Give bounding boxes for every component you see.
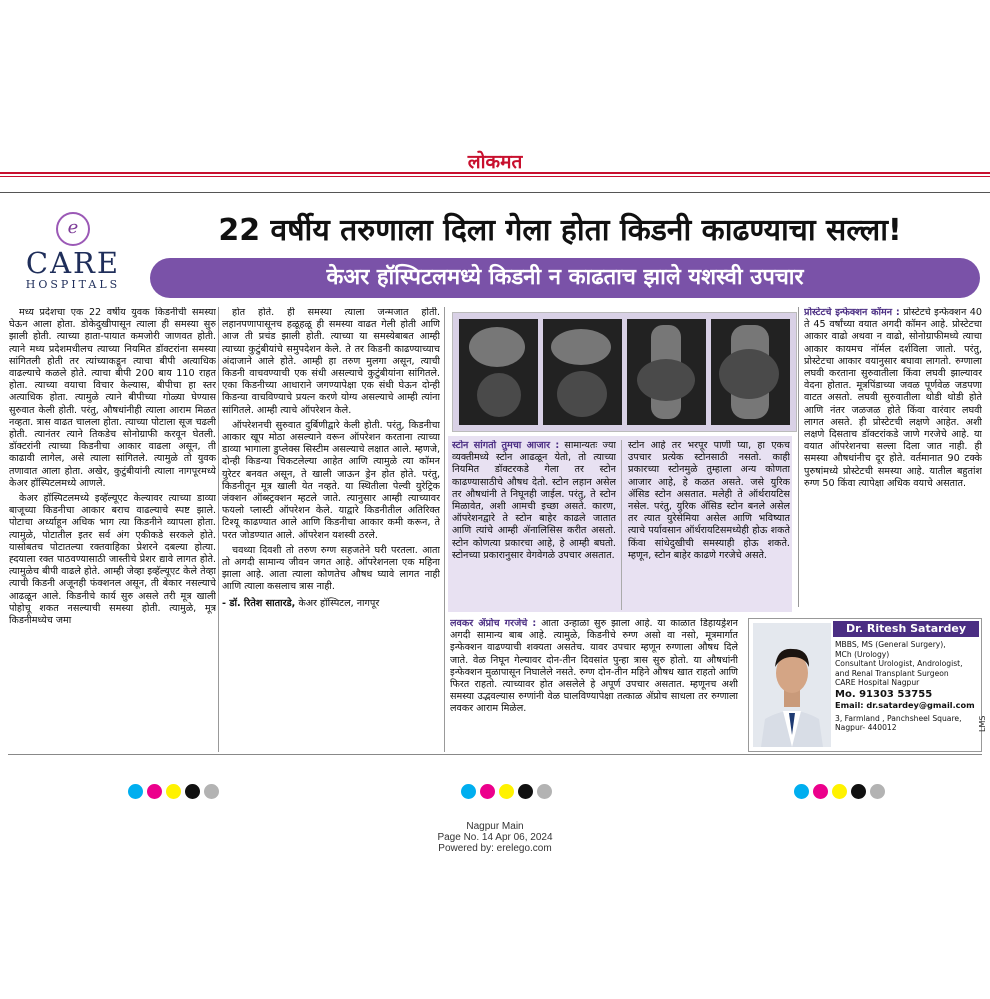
prostate-kicker: प्रोस्टेटचे इन्फेक्शन कॉमन :	[804, 307, 900, 318]
masthead-rule-bottom	[0, 192, 990, 193]
article-column-1	[9, 307, 216, 749]
care-hospitals-logo	[18, 212, 128, 302]
doctor-designation: Consultant Urologist, Andrologist,	[835, 659, 963, 669]
article-column-2	[222, 307, 440, 752]
care-logo-sub: HOSPITALS	[25, 278, 121, 291]
doctor-designation: and Renal Transplant Surgeon	[835, 668, 949, 678]
black-dot	[851, 784, 866, 799]
doctor-name: Dr. Ritesh Satardey	[833, 621, 979, 637]
doctor-address: 3, Farmland , Panchsheel Square,	[835, 713, 962, 723]
cyan-dot	[461, 784, 476, 799]
black-dot	[185, 784, 200, 799]
stone-kicker: स्टोन सांगतो तुमचा आजार :	[452, 440, 560, 451]
gray-dot	[204, 784, 219, 799]
ct-scan-image	[711, 319, 790, 425]
masthead-logo: लोकमत	[467, 151, 523, 173]
column-divider	[218, 307, 219, 752]
powered-by: Powered by: erelego.com	[438, 843, 552, 854]
col2-paragraph: ऑपरेशनची सुरुवात दुर्बिणीद्वारे केली होती. परंतु, किडनीचा आकार खूप मोठा असल्याने वरून ऑपरेशन करताना त्याच्या डाव्या भागाला डुप्लेक्स सिस्टीम असल्याचे लक्षात आले. म्हणजे, दोन्ही किडन्या चिकटलेल्या आहेत आणि त्यामुळे त्या कॉमन युरेटर बनवत असून, ते खाली जाऊन ड्रेन होत होते. परंतु, किडनीतून मूत्र खाली येत नव्हते. या स्थितीला पेल्वी युरेट्रिक जंक्शन ऑब्स्ट्रक्शन म्हटले जाते. त्यानुसार आम्ही त्याच्यावर फयलो प्लास्टी ऑपरेशन केले. याद्वारे किडनीतील अतिरिक्त टिश्यू काढण्यात आले आणि किडनीचा आकार कमी करून, ते परत जोडण्यात आले. ऑपरेशन यशस्वी ठरले.	[222, 419, 440, 541]
author-name: - डॉ. रितेश सातारडे,	[222, 597, 296, 609]
doctor-mobile: Mo. 91303 53755	[835, 688, 933, 700]
doctor-email: Email: dr.satardey@gmail.com	[835, 699, 975, 710]
lavkar-kicker: लवकर ॲप्रोच गरजेचे :	[450, 618, 537, 629]
ct-scan-image	[543, 319, 622, 425]
author-place: केअर हॉस्पिटल, नागपूर	[298, 597, 380, 609]
stone-right-text: स्टोन आहे तर भरपूर पाणी प्या, हा एकच उपचार प्रत्येक स्टोनसाठी नसतो. काही प्रकारच्या स्टोनमुळे तुम्हाला अन्य कोणता आजार आहे, हे कळत असते. जसे युरिक ॲसिड स्टोन असतात. मलेही ते ऑर्थरायटिस नसेल. परंतु, युरिक ॲसिड स्टोन बनले असेल तर त्यात युरेसेमिया असेल आणि भविष्यात त्याचे पर्यावसान ऑर्थरायटिसमध्येही होऊ शकते किंवा सांधेदुखीची समस्याही होऊ शकते. म्हणून, स्टोन बाहेर काढणे गरजेचे असते.	[628, 440, 790, 561]
col1-paragraph: मध्य प्रदेशचा एक 22 वर्षीय युवक किडनीची समस्या घेऊन आला होता. डोकेदुखीपासून त्याला ही समस्या सुरु झाली होती. त्याच्या हाता-पायात कमजोरी जाणवत होती. त्याने मध्य प्रदेशमधीलच त्याच्या नियमित डॉक्टरांना समस्या सांगितली होती तर त्यांच्याकडून त्याचा बीपी अत्याधिक वाढल्याचे कळले होते. त्याचा बीपी 200 बाय 110 राहत होता. त्याच्या वयाचा विचार केल्यास, बीपीचा हा स्तर अत्याधिक होता. त्यामुळे त्याने बीपीच्या गोळ्या घेण्यास सुरुवात केली होती. परंतु, औषधांनीही त्याला आराम मिळत नव्हता. त्रास वाढत चालला होता. त्याच्या पोटाला सूज चढली होती. त्यानंतर त्याने तिकडेच सोनोग्राफी करवून घेतली. डॉक्टरांनी त्याच्या किडनीचा आकार वाढला असून, ती काढावी लागेल, असे त्याला सांगितले. त्यामुळे तो युवक तणावात आला होता. अखेर, कुटुंबीयांनी त्याला नागपूरमध्ये केअर हॉस्पिटलमध्ये आणले.	[9, 307, 216, 489]
magenta-dot	[147, 784, 162, 799]
col2-paragraph: होत होते. ही समस्या त्याला जन्मजात होती. लहानपणापासूनच हळूहळू ही समस्या वाढत गेली होती आणि आज ती प्रचंड झाली होती. त्याच्या या समस्येबाबत आम्ही त्याच्या कुटुंबीयांचे समुपदेशन केले. ते तर किडनी काढण्याच्याच अंदाजाने आले होते. आम्ही हा तरुण मुलगा असून, त्याची किडनी वाचवण्याची एक संधी असल्याचे कुटुंबीयांना सांगितले. एका किडनीच्या आधाराने जगण्यापेक्षा एक संधी घेऊन दोन्ही किडन्या वाचविण्याचे प्रयत्न करणे योग्य असल्याचे आम्ही त्यांना सांगितले. आम्ही त्याचे ऑपरेशन केले.	[222, 307, 440, 416]
stone-paragraph	[452, 440, 616, 562]
lavkar-paragraph	[450, 618, 738, 716]
doctor-card	[748, 618, 982, 752]
care-logo-mark: e	[56, 212, 90, 246]
stone-left-text: सामान्यतः ज्या व्यक्तीमध्ये स्टोन आढळून येतो, तो त्याच्या नियमित डॉक्टरकडे गेला तर स्टोन काढण्यासाठीचे औषध देतो. स्टोन लहान असेल तर औषधांनी ते निघूनही जाईल. परंतु, ते स्टोन मिळावेत, अशी आमची इच्छा असते. कारण, ऑपरेशनद्वारे ते स्टोन बाहेर काढले जातात आणि त्यांचे आम्ही ॲनालिसिस करीत असतो. स्टोन कोणत्या प्रकारचा आहे, हे आम्ही बघतो. स्टोनच्या प्रकारानुसार वेगवेगळे उपचार असतात.	[452, 440, 616, 561]
column-divider	[621, 440, 622, 610]
yellow-dot	[499, 784, 514, 799]
gray-dot	[537, 784, 552, 799]
stone-column-right	[628, 440, 790, 610]
yellow-dot	[832, 784, 847, 799]
lavkar-text: आता उन्हाळा सुरु झाला आहे. या काळात डिहायड्रेशन अगदी सामान्य बाब आहे. त्यामुळे, किडनीचे रुग्ण असो वा नसो, मूत्रमार्गात इन्फेक्शन वाढण्याची शक्यता असतेच. यावर उपचार म्हणून रुग्णाला औषध दिले जाते. वेळ निघून गेल्यावर दोन-तीन दिवसांत पुन्हा त्रास सुरु होतो. या औषधांनी इन्फेक्शन मुळापासून निघालेले नसते. रुग्ण दोन-तीन महिने औषध खात राहतो आणि फिरत राहतो. त्याच्यावर होत असलेले हे अपूर्ण उपचार असतात. म्हणूनच अशी समस्या उद्भवल्यास रुग्णांनी वेळ घालविण्यापेक्षा तत्काळ ॲप्रोच साधला तर रुग्णाला लवकर आराम मिळेल.	[450, 618, 738, 715]
doctor-qualification: MBBS, MS (General Surgery),	[835, 640, 946, 649]
author-signature	[222, 598, 440, 610]
doctor-address: Nagpur- 440012	[835, 723, 897, 733]
cyan-dot	[794, 784, 809, 799]
yellow-dot	[166, 784, 181, 799]
page-number-date: Page No. 14 Apr 06, 2024	[437, 832, 553, 843]
column-divider	[798, 307, 799, 607]
ct-scan-image	[627, 319, 706, 425]
doctor-details	[835, 640, 979, 733]
ct-scan-image	[459, 319, 538, 425]
subheadline-bar: केअर हॉस्पिटलमध्ये किडनी न काढताच झाले यशस्वी उपचार	[150, 258, 980, 298]
doctor-qualification: MCh (Urology)	[835, 649, 890, 659]
color-registration-marks	[128, 784, 223, 800]
prostate-column	[804, 307, 982, 599]
color-registration-marks	[461, 784, 556, 800]
color-registration-marks	[794, 784, 889, 800]
early-approach-section	[450, 618, 738, 750]
page-bottom-rule	[8, 754, 982, 755]
magenta-dot	[813, 784, 828, 799]
side-label: LMS	[978, 715, 987, 732]
gray-dot	[870, 784, 885, 799]
page-footer	[0, 821, 990, 854]
stone-column-left	[452, 440, 616, 610]
prostate-text: प्रोस्टेटचे इन्फेक्शन 40 ते 45 वर्षांच्या वयात अगदी कॉमन आहे. प्रोस्टेटचा आकार वाढो अथवा न वाढो, सोनोग्राफीमध्ये त्याचा आकार कायमच नॉर्मल दर्शविला जातो. परंतु, प्रोस्टेटचा आकार वयानुसार बघावा लागतो. रुग्णाला लघवी करताना सुरुवातीला किंवा लघवी झाल्यावर वेदना होतात. मूत्रपिंडाच्या जवळ पूर्णवेळ जडपणा वाटत असतो. लघवी सुरुवातीला थोडी थोडी होते आणि नंतर जळजळ होते किंवा वारंवार लघवी लागत असते. ही प्रोस्टेटची लक्षणे आहेत. अशी लक्षणे दिसताच डॉक्टरांकडे जाणे गरजेचे आहे. या वयात ऑपरेशनचा सल्ला दिला जात नाही. ही समस्या औषधांनीच दूर होते. वर्तमानात 90 टक्के पुरुषांमध्ये प्रोस्टेटची समस्या आहे. यातील बहुतांश रुग्ण 50 किंवा त्यापेक्षा अधिक वयाचे असतात.	[804, 307, 982, 489]
column-divider	[444, 307, 445, 752]
black-dot	[518, 784, 533, 799]
care-logo-name: CARE	[25, 246, 121, 280]
edition-name: Nagpur Main	[466, 821, 524, 832]
headline: 22 वर्षीय तरुणाला दिला गेला होता किडनी काढण्याचा सल्ला!	[218, 213, 902, 248]
prostate-paragraph	[804, 307, 982, 490]
doctor-photo	[753, 623, 831, 747]
cyan-dot	[128, 784, 143, 799]
magenta-dot	[480, 784, 495, 799]
doctor-hospital: CARE Hospital Nagpur	[835, 678, 920, 688]
col1-paragraph: केअर हॉस्पिटलमध्ये इव्हॅल्यूएट केल्यावर त्याच्या डाव्या बाजूच्या किडनीचा आकार बराच वाढल्याचे स्पष्ट झाले. पोटाचा अर्ध्याहून अधिक भाग त्या किडनीने व्यापला होता. त्यामुळे, पोटातील इतर सर्व अंग एकीकडे सरकले होते. यासोबतच पोटातल्या रक्तवाहिका प्रेशरने दबल्या होत्या. ह्दयाला रक्त पाठवण्यासाठी जास्तीचे प्रेशर द्यावे लागत होते. त्यामुळेच बीपी वाढले होते. आम्ही जेव्हा इव्हॅल्यूएट केले तेव्हा त्याची किडनी अजूनही फंक्शनल असून, ती बेकार नसल्याचे आढळून आले. किडनीचे कार्य सुरु असले तरी मूत्र खाली पोहोचू शकत नसल्याची समस्या होती. त्यामुळे, मूत्र किडनीमध्येच जमा	[9, 493, 216, 627]
col2-paragraph: चवथ्या दिवशी तो तरुण रुग्ण सहजतेने घरी परतला. आता तो अगदी सामान्य जीवन जगत आहे. ऑपरेशनला एक महिना झाला आहे. आता त्याला कोणतेच औषध घ्यावे लागत नाही आणि त्याला कसलाच त्रास नाही.	[222, 544, 440, 593]
ct-scan-images	[452, 312, 797, 432]
masthead-rule-thin	[0, 176, 990, 177]
